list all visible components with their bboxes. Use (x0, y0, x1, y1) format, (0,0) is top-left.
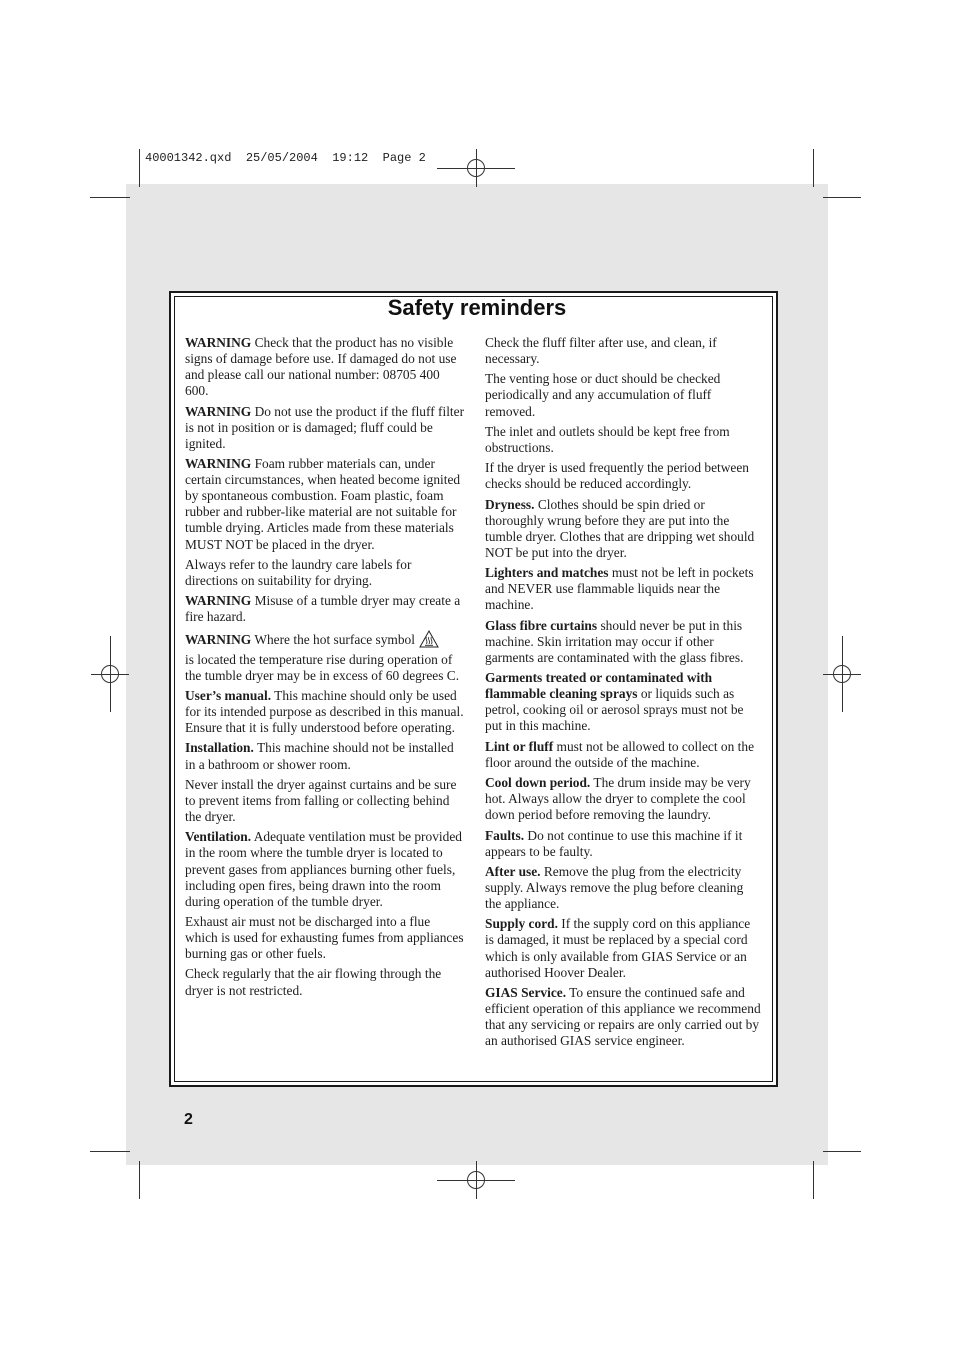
safety-paragraph (485, 670, 761, 734)
safety-paragraph (185, 335, 465, 399)
paragraph-lead: WARNING (185, 631, 252, 647)
paragraph-text: The drum inside may be very hot. Always allow the dryer to complete the cool down period before removing the laundry. (485, 775, 751, 823)
safety-paragraph (185, 829, 465, 909)
paragraph-text: The venting hose or duct should be checked periodically and any accumulation of fluff removed. (485, 371, 721, 419)
print-slug-line: 40001342.qxd 25/05/2004 19:12 Page 2 (145, 151, 426, 165)
paragraph-lead: Glass fibre curtains (485, 617, 598, 633)
page-number: 2 (184, 1111, 193, 1128)
paragraph-lead: Lint or fluff (485, 738, 554, 754)
paragraph-lead: Cool down period. (485, 775, 591, 791)
paragraph-lead: Dryness. (485, 496, 535, 512)
safety-paragraph (485, 739, 761, 771)
safety-paragraph (185, 740, 465, 772)
right-column (485, 335, 761, 1053)
safety-paragraph (185, 456, 465, 553)
paragraph-lead: Lighters and matches (485, 565, 609, 581)
paragraph-text: or liquids such as petrol, cooking oil or aerosol sprays must not be put in this machine. (485, 686, 744, 734)
paragraph-text: must not be allowed to collect on the floor around the outside of the machine. (485, 738, 755, 770)
paragraph-text: Foam rubber materials can, under certain circumstances, when heated become ignited by spontaneous combustion. Foam plastic, foam rubber and rubber-like material are not suitable for tumble drying. Articles made from these materials MUST NOT be placed in the dryer. (185, 456, 461, 552)
paragraph-lead: Supply cord. (485, 916, 558, 932)
paragraph-lead: Garments treated or contaminated with flammable cleaning sprays (485, 670, 713, 702)
paragraph-lead: Faults. (485, 827, 525, 843)
safety-paragraph (485, 828, 761, 860)
safety-paragraph (485, 864, 761, 912)
safety-paragraph (485, 565, 761, 613)
safety-paragraph (485, 371, 761, 419)
paragraph-text: Adequate ventilation must be provided in the room where the tumble dryer is located to prevent gases from appliances burning other fuels, including open fires, being drawn into the room during operation of the tumble dryer. (185, 829, 462, 909)
paragraph-lead: GIAS Service. (485, 984, 567, 1000)
paragraph-text: Misuse of a tumble dryer may create a fire hazard. (185, 593, 461, 625)
paragraph-text: Check that the product has no visible signs of damage before use. If damaged do not use and please call our national number: 08705 400 600. (185, 335, 457, 399)
paragraph-text: Exhaust air must not be discharged into a flue which is used for exhausting fumes from appliances burning gas or other fuels. (185, 913, 464, 962)
safety-paragraph (185, 688, 465, 736)
page-title: Safety reminders (387, 295, 567, 320)
safety-paragraph (185, 593, 465, 625)
paragraph-text: Check regularly that the air flowing through the dryer is not restricted. (185, 966, 442, 998)
paragraph-text: This machine should only be used for its intended purpose as described in this manual. Ensure that it is fully understood before operating. (185, 688, 464, 736)
safety-paragraph (485, 460, 761, 492)
safety-paragraph (185, 404, 465, 452)
paragraph-lead: WARNING (185, 593, 252, 609)
paragraph-text: Do not use the product if the fluff filter is not in position or is damaged; fluff could be ignited. (185, 403, 465, 451)
paragraph-text: If the supply cord on this appliance is damaged, it must be replaced by a special cord which is only available from GIAS Service or an authorised Hoover Dealer. (485, 916, 751, 980)
safety-paragraph (485, 424, 761, 456)
paragraph-text: Do not continue to use this machine if it appears to be faulty. (485, 827, 743, 859)
paragraph-lead: WARNING (185, 403, 252, 419)
left-column (185, 335, 465, 1003)
safety-paragraph (185, 630, 465, 684)
paragraph-text: should never be put in this machine. Skin irritation may occur if other garments are contaminated with the glass fibres. (485, 617, 744, 665)
safety-paragraph (485, 335, 761, 367)
paragraph-text: This machine should not be installed in a bathroom or shower room. (185, 740, 454, 772)
paragraph-lead: User’s manual. (185, 688, 272, 703)
safety-paragraph (185, 966, 465, 998)
paragraph-text: Where the hot surface symbol (251, 631, 415, 647)
paragraph-text: The inlet and outlets should be kept free from obstructions. (485, 423, 730, 455)
safety-paragraph (485, 916, 761, 980)
safety-paragraph (185, 777, 465, 825)
paragraph-lead: Ventilation. (185, 829, 252, 845)
paragraph-text: must not be left in pockets and NEVER use flammable liquids near the machine. (485, 565, 754, 613)
paragraph-text: If the dryer is used frequently the period between checks should be reduced accordingly. (485, 460, 749, 492)
paragraph-lead: WARNING (185, 335, 252, 350)
paragraph-text: Remove the plug from the electricity supply. Always remove the plug before cleaning the appliance. (485, 863, 744, 912)
safety-paragraph (485, 985, 761, 1049)
paragraph-text: Check the fluff filter after use, and clean, if necessary. (485, 335, 717, 367)
safety-paragraph (185, 914, 465, 962)
paragraph-text: is located the temperature rise during operation of the tumble dryer may be in excess of 60 degrees C. (185, 651, 460, 683)
safety-paragraph (485, 618, 761, 666)
paragraph-lead: After use. (485, 863, 541, 879)
paragraph-lead: WARNING (185, 456, 252, 472)
paragraph-text: Never install the dryer against curtains and be sure to prevent items from falling or collecting behind the dryer. (185, 776, 457, 825)
paragraph-lead: Installation. (185, 740, 254, 756)
safety-paragraph (485, 775, 761, 823)
paragraph-text: To ensure the continued safe and efficient operation of this appliance we recommend that any servicing or repairs are only carried out by an authorised GIAS service engineer. (485, 984, 761, 1049)
safety-paragraph (185, 557, 465, 589)
paragraph-text: Clothes should be spin dried or thoroughly wrung before they are put into the tumble dryer. Clothes that are dripping wet should NOT be put into the dryer. (485, 496, 755, 560)
safety-paragraph (485, 497, 761, 561)
paragraph-text: Always refer to the laundry care labels for directions on suitability for drying. (185, 556, 412, 588)
hot-surface-warning-icon (419, 630, 439, 652)
